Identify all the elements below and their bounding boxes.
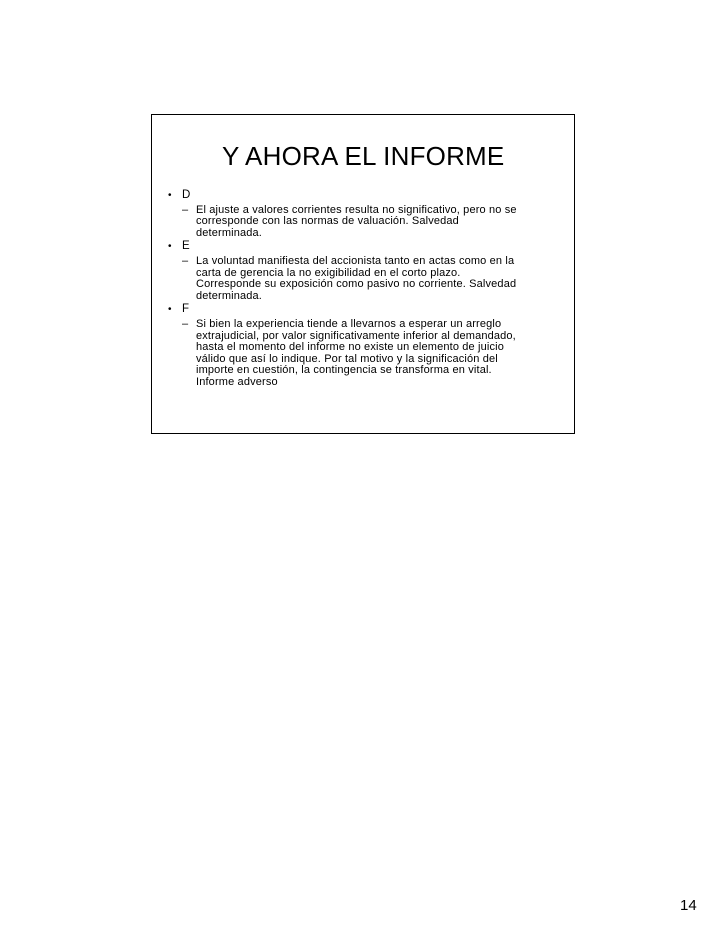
bullet-label: D [182,189,191,201]
bullet-label: E [182,240,190,253]
sub-line: corresponde con las normas de valuación. Salvedad [196,215,459,228]
sub-item-d [166,205,536,240]
bullet-item-d [166,189,566,203]
sub-line: carta de gerencia la no exigibilidad en el corto plazo. [196,266,461,279]
sub-line: Si bien la experiencia tiende a llevarnos a esperar un arreglo [196,317,502,330]
slide-content [166,189,566,390]
dash-icon: – [182,254,189,267]
sub-line: determinada. [196,289,263,302]
sub-line: importe en cuestión, la contingencia se transforma en vital. [196,364,492,377]
sub-line: Informe adverso [196,375,278,388]
page-number: 14 [680,897,697,914]
bullet-item-e [166,240,566,254]
sub-line: extrajudicial, por valor significativamente inferior al demandado, [196,329,516,342]
sub-line: La voluntad manifiesta del accionista tanto en actas como en la [196,254,515,267]
sub-item-f [166,319,536,389]
dash-icon: – [182,317,189,330]
bullet-dot-icon: • [168,304,172,316]
bullet-label: F [182,303,190,316]
dash-icon: – [182,203,189,216]
sub-item-e [166,256,536,302]
slide-title: Y AHORA EL INFORME [222,141,505,171]
sub-line: Corresponde su exposición como pasivo no corriente. Salvedad [196,278,517,291]
bullet-item-f [166,303,566,317]
sub-line: determinada. [196,226,263,239]
bullet-dot-icon: • [168,241,172,253]
bullet-dot-icon: • [168,190,172,201]
sub-line: El ajuste a valores corrientes resulta no significativo, pero no se [196,203,517,216]
sub-line: hasta el momento del informe no existe un elemento de juicio [196,341,505,354]
slide-frame [151,114,575,434]
sub-line: válido que así lo indique. Por tal motivo y la significación del [196,352,498,365]
